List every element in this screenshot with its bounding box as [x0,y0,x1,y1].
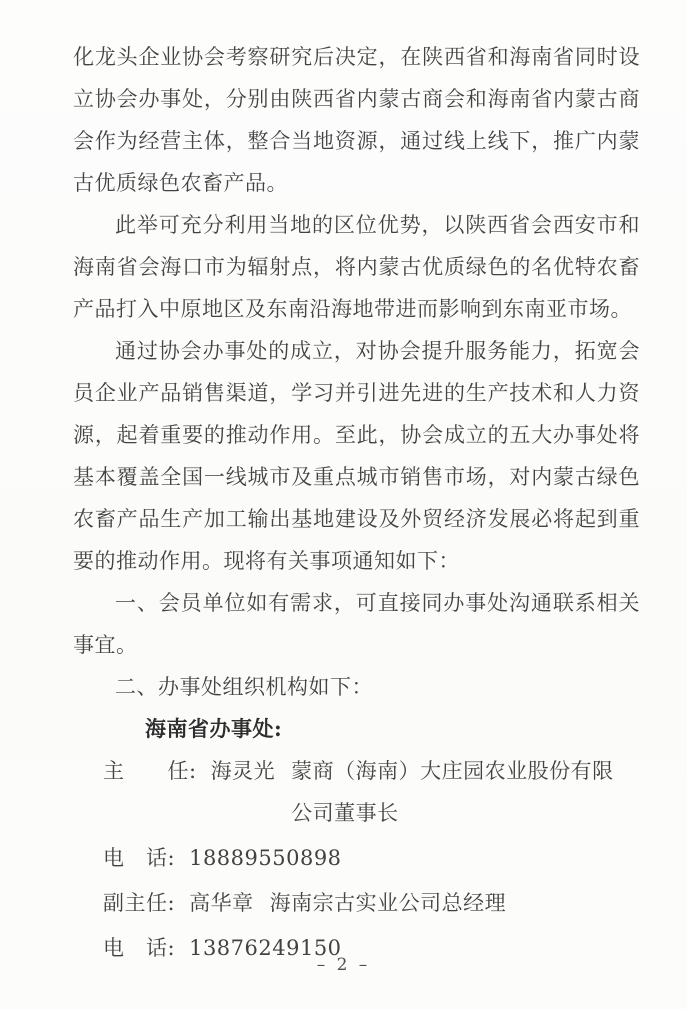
office-row-person-title: 蒙商（海南）大庄园农业股份有限公司董事长 [291,759,614,825]
office-row-label: 主 任: [103,759,197,783]
office-row-deputy-director [73,882,640,924]
office-row-phone-number: 18889550898 [189,846,342,870]
office-row-phone-number: 13876249150 [189,936,342,960]
paragraph-item-one: 一、会员单位如有需求，可直接同办事处沟通联系相关事宜。 [73,591,640,657]
office-row-person-name: 高华章 [189,891,254,915]
office-roster [73,750,640,969]
office-row-person-name: 海灵光 [210,759,276,783]
paragraph-office-purpose: 通过协会办事处的成立，对协会提升服务能力，拓宽会员企业产品销售渠道，学习并引进先进的生产技术和人力资源，起着重要的推动作用。至此，协会成立的五大办事处将基本覆盖全国一线城市及重点城市销售市场，对内蒙古绿色农畜产品生产加工输出基地建设及外贸经济发展必将起到重要的推动作用。现将有关事项通知如下： [73,339,640,573]
paragraph-region-advantage: 此举可充分利用当地的区位优势，以陕西省会西安市和海南省会海口市为辐射点，将内蒙古优质绿色的名优特农畜产品打入中原地区及东南沿海地带进而影响到东南亚市场。 [73,213,640,321]
page-number: – 2 – [316,955,371,975]
office-row-label: 电 话: [103,936,176,960]
office-row-label: 副主任: [103,891,176,915]
paragraph-continuation: 化龙头企业协会考察研究后决定，在陕西省和海南省同时设立协会办事处，分别由陕西省内蒙古商会和海南省内蒙古商会作为经营主体，整合当地资源，通过线上线下，推广内蒙古优质绿色农畜产品。 [73,45,640,195]
office-section-heading: 海南省办事处: [145,716,283,741]
office-row-phone-1 [73,837,640,879]
office-row-person-title: 海南宗古实业公司总经理 [269,891,507,915]
paragraph-item-two: 二、办事处组织机构如下： [115,675,373,699]
office-row-label: 电 话: [103,846,176,870]
office-row-director [73,750,640,834]
document-body [73,36,640,972]
